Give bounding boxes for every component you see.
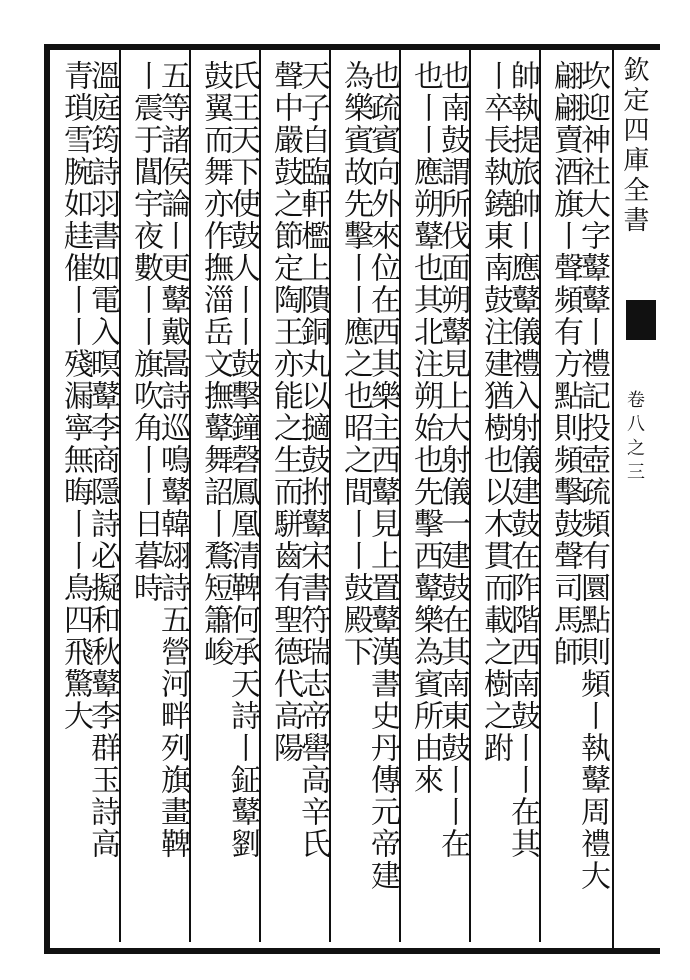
text-column-16 [53, 60, 97, 930]
column-text: 丨卒長執鐃東南鼓注建猶樹也以木貫而載之樹之跗 [478, 60, 513, 764]
column-text: 也丨丨應朔鼙也其北注朔始也先擊西鼙樂為賓所由來 [408, 60, 443, 796]
column-text: 帥執提旅帥丨應鼙儀禮入射儀建鼓在阼階西南鼓丨丨在其 [505, 60, 540, 860]
column-text: 青瑣雪腕如䞨催丨丨殘漏寧無晦丨丨鳥四飛驚大 [58, 60, 93, 732]
margin-book-title [616, 56, 652, 296]
column-text: 為樂賓故先擊丨丨應之也昭之間丨丨鼓殿下 [338, 60, 373, 668]
text-column-12 [193, 60, 237, 930]
text-column-2 [543, 60, 587, 930]
column-text: 丨震于閶宇夜數丨丨旗吹角丨丨日暮時 [128, 60, 163, 604]
text-column-14 [123, 60, 167, 930]
column-text: 翩翩賣酒旗丨聲頻有方點則頻擊鼓聲司馬師 [548, 60, 583, 668]
column-text: 聲中嚴鼓之節定陶王亦能之生而駢齒有聖德代高陽 [268, 60, 303, 764]
column-text: 鼓翼而舞亦作撫湽岳文撫鼙舞詔丨鶩短簫峻 [198, 60, 233, 668]
margin-volume-label-text: 卷八之三 [624, 390, 645, 486]
column-text: 氏王天下使鼓人丨丨鼓擊鐘磬鳳凰清鞞何承天詩丨鉦鼙劉 [225, 60, 260, 860]
column-text: 坎迎神社大字鼙鼙丨禮記投壺疏頻有圜點則頻丨執鼙周禮大 [575, 60, 610, 892]
margin-volume-label [616, 390, 652, 520]
text-column-8 [333, 60, 377, 930]
fishtail-mark [626, 300, 656, 340]
column-text: 溫庭筠詩羽書如電入暝鼙李商隱詩必擬和秋鼙李群玉詩高 [85, 60, 120, 860]
text-column-4 [473, 60, 517, 930]
column-text: 五等諸侯論丨更鼙戴暠詩巡鳴鼙韓翃詩五營河畔列旗畫鞞 [155, 60, 190, 860]
column-text: 也疏賓向外來位在西其樂主西鼙見上置鼙漢書史丹傳元帝建 [365, 60, 400, 892]
column-text: 天子自臨軒檻上隤銅丸以擿鼓拊鼙宋書符瑞志帝嚳高辛氏 [295, 60, 330, 860]
text-column-6 [403, 60, 447, 930]
text-column-10 [263, 60, 307, 930]
column-text: 也南鼓謂所伐面朔鼙見上大射儀一建鼓在其南東鼓丨丨在 [435, 60, 470, 860]
margin-book-title-text: 欽定四庫全書 [619, 56, 649, 236]
